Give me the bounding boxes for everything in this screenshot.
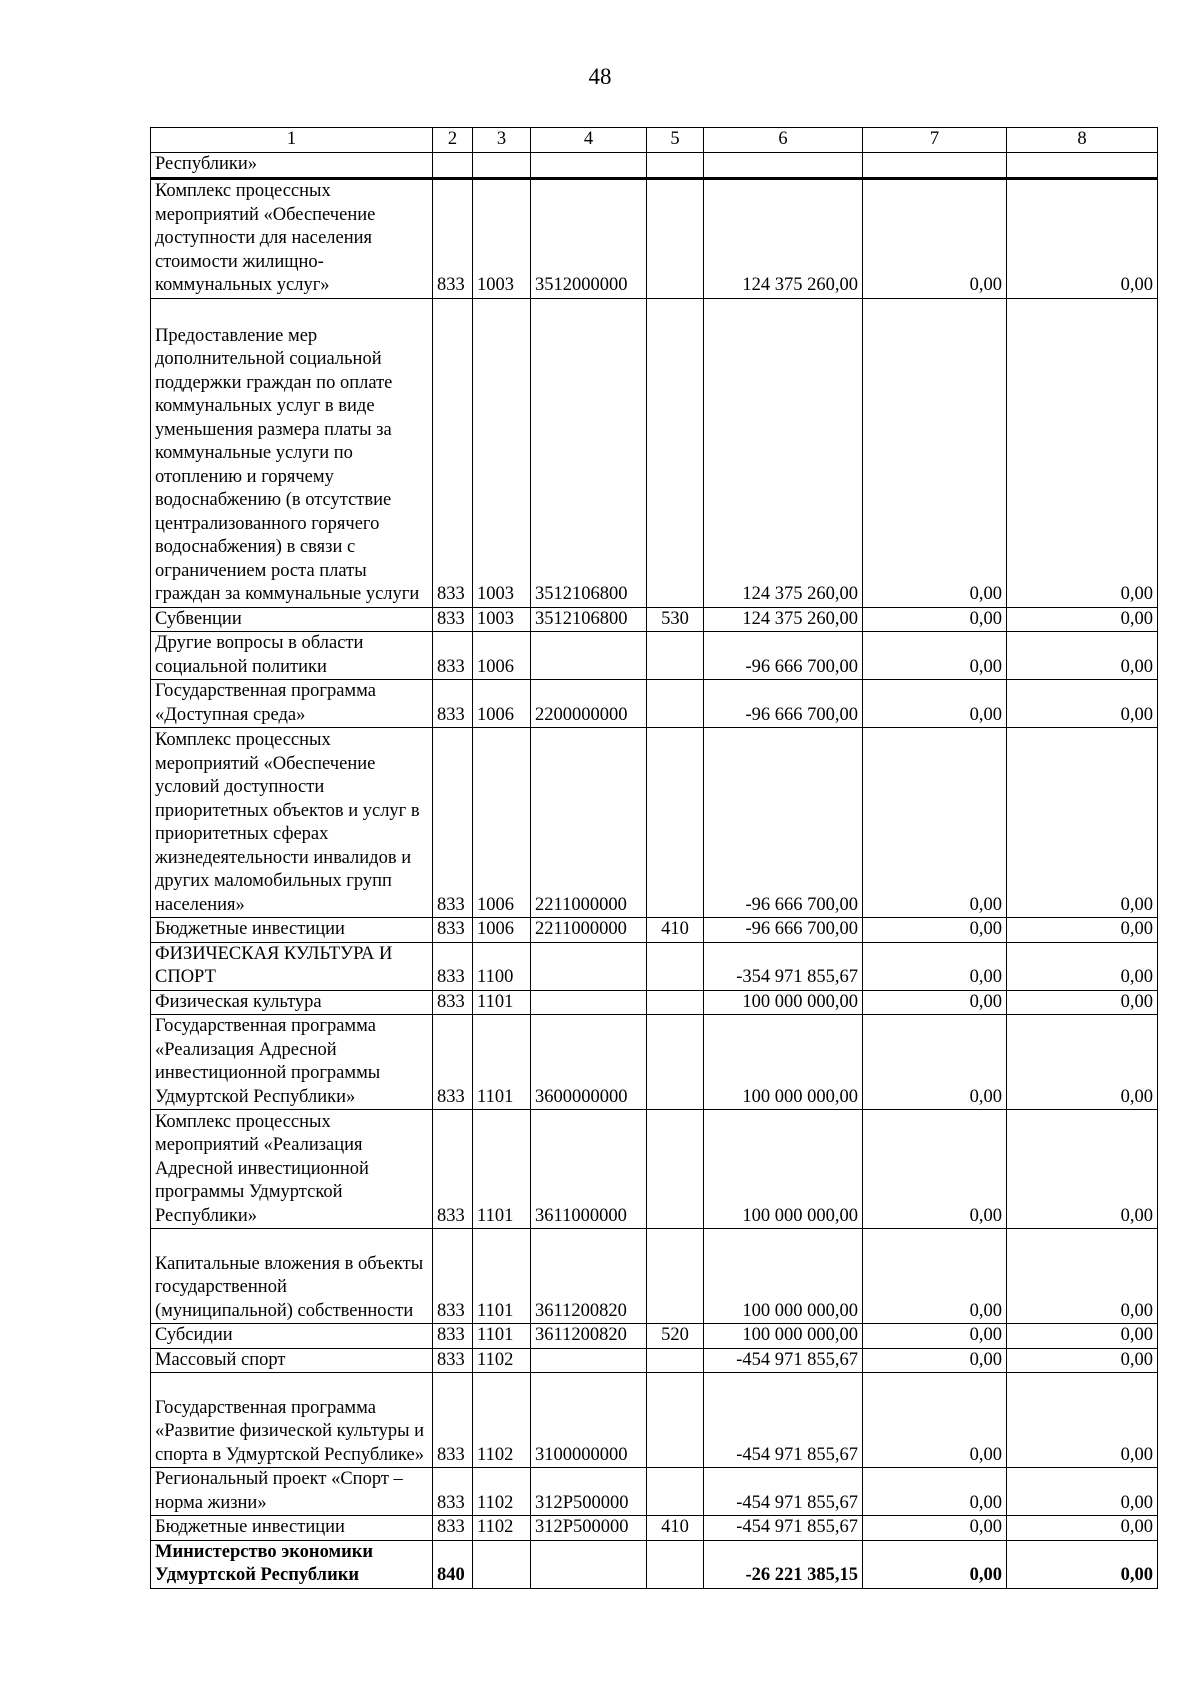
section-code: 1102 — [473, 1348, 531, 1373]
ministry-code: 833 — [433, 1348, 473, 1373]
ministry-code: 833 — [433, 1229, 473, 1324]
ministry-code: 833 — [433, 728, 473, 918]
section-code — [473, 1540, 531, 1588]
amount-col7: 0,00 — [863, 942, 1007, 990]
table-row — [151, 1110, 1158, 1229]
table-row — [151, 1229, 1158, 1324]
amount-col6: 124 375 260,00 — [704, 607, 863, 632]
expense-type-code — [647, 1229, 704, 1324]
target-article-code: 3600000000 — [531, 1015, 647, 1110]
amount-col6: 124 375 260,00 — [704, 178, 863, 298]
row-name: Другие вопросы в области социальной политики — [151, 632, 433, 680]
row-name: Бюджетные инвестиции — [151, 1516, 433, 1541]
ministry-code: 833 — [433, 942, 473, 990]
target-article-code: 3611000000 — [531, 1110, 647, 1229]
amount-col6: -454 971 855,67 — [704, 1516, 863, 1541]
expense-type-code: 530 — [647, 607, 704, 632]
row-name: Государственная программа «Развитие физической культуры и спорта в Удмуртской Республике» — [151, 1373, 433, 1468]
target-article-code — [531, 942, 647, 990]
table-row — [151, 680, 1158, 728]
expense-type-code — [647, 1468, 704, 1516]
table-row — [151, 728, 1158, 918]
table-row — [151, 1015, 1158, 1110]
amount-col6: 100 000 000,00 — [704, 1324, 863, 1349]
table-row — [151, 990, 1158, 1015]
target-article-code: 3611200820 — [531, 1229, 647, 1324]
amount-col8: 0,00 — [1007, 1348, 1158, 1373]
amount-col6: 100 000 000,00 — [704, 1015, 863, 1110]
row-name: Физическая культура — [151, 990, 433, 1015]
amount-col6: 100 000 000,00 — [704, 990, 863, 1015]
amount-col7: 0,00 — [863, 680, 1007, 728]
row-name: Субсидии — [151, 1324, 433, 1349]
column-number: 6 — [704, 128, 863, 153]
amount-col7: 0,00 — [863, 1540, 1007, 1588]
ministry-code: 833 — [433, 1110, 473, 1229]
row-name: Республики» — [151, 153, 433, 179]
expense-type-code: 520 — [647, 1324, 704, 1349]
section-code: 1102 — [473, 1516, 531, 1541]
row-name: Предоставление мер дополнительной социальной поддержки граждан по оплате коммунальных услуг в виде уменьшения размера платы за коммунальные услуги по отоплению и горячему водоснабжению (в отсутствие централизованного горячего водоснабжения) в связи с ограничением роста платы граждан за коммунальные услуги — [151, 298, 433, 607]
ministry-code: 833 — [433, 178, 473, 298]
amount-col6: -96 666 700,00 — [704, 632, 863, 680]
amount-col7: 0,00 — [863, 1229, 1007, 1324]
expense-type-code — [647, 1373, 704, 1468]
budget-table — [150, 127, 1158, 1589]
target-article-code: 312P500000 — [531, 1468, 647, 1516]
target-article-code: 3611200820 — [531, 1324, 647, 1349]
column-number: 4 — [531, 128, 647, 153]
ministry-code: 840 — [433, 1540, 473, 1588]
expense-type-code — [647, 153, 704, 179]
section-code: 1006 — [473, 680, 531, 728]
target-article-code — [531, 990, 647, 1015]
table-row — [151, 632, 1158, 680]
amount-col7: 0,00 — [863, 1324, 1007, 1349]
amount-col8: 0,00 — [1007, 632, 1158, 680]
row-name: Комплекс процессных мероприятий «Обеспечение условий доступности приоритетных объектов и услуг в приоритетных сферах жизнедеятельности инвалидов и других маломобильных групп населения» — [151, 728, 433, 918]
expense-type-code — [647, 1540, 704, 1588]
ministry-code: 833 — [433, 607, 473, 632]
amount-col7: 0,00 — [863, 990, 1007, 1015]
expense-type-code: 410 — [647, 918, 704, 943]
table-row — [151, 1468, 1158, 1516]
section-code: 1006 — [473, 728, 531, 918]
row-name: Массовый спорт — [151, 1348, 433, 1373]
amount-col7: 0,00 — [863, 1348, 1007, 1373]
target-article-code: 2211000000 — [531, 918, 647, 943]
section-code: 1006 — [473, 632, 531, 680]
column-number: 3 — [473, 128, 531, 153]
amount-col8: 0,00 — [1007, 1373, 1158, 1468]
amount-col7: 0,00 — [863, 918, 1007, 943]
amount-col8 — [1007, 153, 1158, 179]
amount-col6: -96 666 700,00 — [704, 728, 863, 918]
row-name: Министерство экономики Удмуртской Республики — [151, 1540, 433, 1588]
expense-type-code — [647, 1110, 704, 1229]
amount-col8: 0,00 — [1007, 1110, 1158, 1229]
section-code: 1101 — [473, 1110, 531, 1229]
column-number: 1 — [151, 128, 433, 153]
amount-col7: 0,00 — [863, 607, 1007, 632]
amount-col7: 0,00 — [863, 178, 1007, 298]
expense-type-code — [647, 178, 704, 298]
target-article-code: 2211000000 — [531, 728, 647, 918]
row-name: Капитальные вложения в объекты государственной (муниципальной) собственности — [151, 1229, 433, 1324]
expense-type-code — [647, 1015, 704, 1110]
amount-col6: -96 666 700,00 — [704, 918, 863, 943]
amount-col7: 0,00 — [863, 728, 1007, 918]
row-name: Комплекс процессных мероприятий «Реализация Адресной инвестиционной программы Удмуртской Республики» — [151, 1110, 433, 1229]
amount-col8: 0,00 — [1007, 1229, 1158, 1324]
target-article-code: 3512106800 — [531, 607, 647, 632]
amount-col8: 0,00 — [1007, 918, 1158, 943]
amount-col6: 100 000 000,00 — [704, 1229, 863, 1324]
amount-col6: 124 375 260,00 — [704, 298, 863, 607]
table-row — [151, 153, 1158, 179]
section-code: 1003 — [473, 178, 531, 298]
section-code: 1101 — [473, 990, 531, 1015]
amount-col7: 0,00 — [863, 298, 1007, 607]
expense-type-code — [647, 1348, 704, 1373]
row-name: Бюджетные инвестиции — [151, 918, 433, 943]
amount-col6: -454 971 855,67 — [704, 1348, 863, 1373]
amount-col7: 0,00 — [863, 1110, 1007, 1229]
table-row — [151, 1540, 1158, 1588]
target-article-code: 3512000000 — [531, 178, 647, 298]
row-name: Государственная программа «Реализация Адресной инвестиционной программы Удмуртской Республики» — [151, 1015, 433, 1110]
amount-col6: -454 971 855,67 — [704, 1373, 863, 1468]
section-code: 1003 — [473, 298, 531, 607]
section-code: 1102 — [473, 1468, 531, 1516]
table-row — [151, 1516, 1158, 1541]
section-code: 1101 — [473, 1324, 531, 1349]
section-code: 1101 — [473, 1015, 531, 1110]
table-row — [151, 607, 1158, 632]
section-code: 1003 — [473, 607, 531, 632]
amount-col7: 0,00 — [863, 1468, 1007, 1516]
row-name: Субвенции — [151, 607, 433, 632]
target-article-code — [531, 632, 647, 680]
amount-col8: 0,00 — [1007, 1468, 1158, 1516]
target-article-code: 2200000000 — [531, 680, 647, 728]
amount-col8: 0,00 — [1007, 178, 1158, 298]
expense-type-code — [647, 990, 704, 1015]
ministry-code — [433, 153, 473, 179]
page-number: 48 — [588, 64, 612, 89]
amount-col8: 0,00 — [1007, 990, 1158, 1015]
target-article-code: 3100000000 — [531, 1373, 647, 1468]
expense-type-code — [647, 942, 704, 990]
table-row — [151, 298, 1158, 607]
ministry-code: 833 — [433, 632, 473, 680]
amount-col6: 100 000 000,00 — [704, 1110, 863, 1229]
amount-col7: 0,00 — [863, 1516, 1007, 1541]
row-name: Региональный проект «Спорт – норма жизни» — [151, 1468, 433, 1516]
ministry-code: 833 — [433, 680, 473, 728]
column-number-row — [151, 128, 1158, 153]
amount-col8: 0,00 — [1007, 1015, 1158, 1110]
amount-col6 — [704, 153, 863, 179]
amount-col6: -26 221 385,15 — [704, 1540, 863, 1588]
table-row — [151, 918, 1158, 943]
table-row — [151, 942, 1158, 990]
amount-col6: -454 971 855,67 — [704, 1468, 863, 1516]
section-code: 1101 — [473, 1229, 531, 1324]
table-row — [151, 1373, 1158, 1468]
expense-type-code — [647, 728, 704, 918]
ministry-code: 833 — [433, 1468, 473, 1516]
section-code — [473, 153, 531, 179]
amount-col7: 0,00 — [863, 1015, 1007, 1110]
amount-col6: -354 971 855,67 — [704, 942, 863, 990]
ministry-code: 833 — [433, 1015, 473, 1110]
table-row — [151, 1324, 1158, 1349]
expense-type-code: 410 — [647, 1516, 704, 1541]
target-article-code — [531, 1348, 647, 1373]
amount-col8: 0,00 — [1007, 942, 1158, 990]
column-number: 5 — [647, 128, 704, 153]
row-name: Комплекс процессных мероприятий «Обеспечение доступности для населения стоимости жилищно-коммунальных услуг» — [151, 178, 433, 298]
target-article-code — [531, 1540, 647, 1588]
expense-type-code — [647, 632, 704, 680]
section-code: 1102 — [473, 1373, 531, 1468]
target-article-code — [531, 153, 647, 179]
expense-type-code — [647, 680, 704, 728]
amount-col8: 0,00 — [1007, 1324, 1158, 1349]
amount-col7: 0,00 — [863, 632, 1007, 680]
amount-col6: -96 666 700,00 — [704, 680, 863, 728]
ministry-code: 833 — [433, 918, 473, 943]
table-row — [151, 178, 1158, 298]
section-code: 1100 — [473, 942, 531, 990]
amount-col8: 0,00 — [1007, 1540, 1158, 1588]
ministry-code: 833 — [433, 1516, 473, 1541]
target-article-code: 3512106800 — [531, 298, 647, 607]
amount-col8: 0,00 — [1007, 607, 1158, 632]
amount-col8: 0,00 — [1007, 298, 1158, 607]
amount-col8: 0,00 — [1007, 1516, 1158, 1541]
table-row — [151, 1348, 1158, 1373]
amount-col8: 0,00 — [1007, 680, 1158, 728]
amount-col7 — [863, 153, 1007, 179]
ministry-code: 833 — [433, 298, 473, 607]
row-name: ФИЗИЧЕСКАЯ КУЛЬТУРА И СПОРТ — [151, 942, 433, 990]
row-name: Государственная программа «Доступная среда» — [151, 680, 433, 728]
expense-type-code — [647, 298, 704, 607]
section-code: 1006 — [473, 918, 531, 943]
ministry-code: 833 — [433, 1373, 473, 1468]
amount-col8: 0,00 — [1007, 728, 1158, 918]
ministry-code: 833 — [433, 990, 473, 1015]
column-number: 7 — [863, 128, 1007, 153]
target-article-code: 312P500000 — [531, 1516, 647, 1541]
column-number: 2 — [433, 128, 473, 153]
ministry-code: 833 — [433, 1324, 473, 1349]
column-number: 8 — [1007, 128, 1158, 153]
amount-col7: 0,00 — [863, 1373, 1007, 1468]
